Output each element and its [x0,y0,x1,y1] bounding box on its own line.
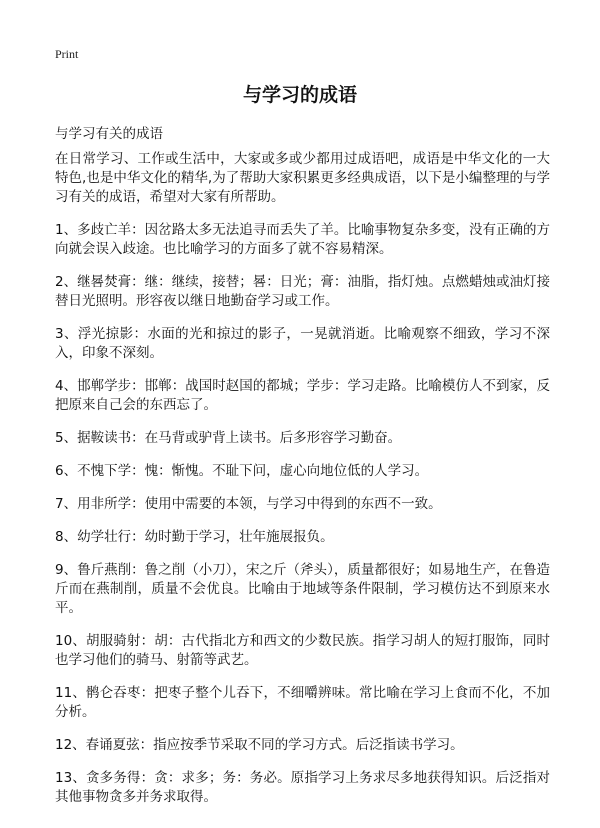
page-title: 与学习的成语 [242,84,357,106]
article-body [55,150,550,821]
idiom-item: 13、贪多务得：贪：求多；务：务必。原指学习上务求尽多地获得知识。后泛指对其他事物贪多并务求取得。 [55,770,550,805]
idiom-item: 2、继晷焚膏：继：继续，接替；晷：日光；膏：油脂，指灯烛。点燃蜡烛或油灯接替日光照明。形容夜以继日地勤奋学习或工作。 [55,274,550,309]
print-link[interactable]: Print [55,47,79,61]
idiom-item: 8、幼学壮行：幼时勤于学习，壮年施展报负。 [55,529,334,545]
idiom-item: 6、不愧下学：愧：惭愧。不耻下问，虚心向地位低的人学习。 [55,463,429,479]
idiom-item: 7、用非所学：使用中需要的本领，与学习中得到的东西不一致。 [55,496,442,512]
idiom-item: 12、春诵夏弦：指应按季节采取不同的学习方式。后泛指读书学习。 [55,737,464,753]
idiom-item: 11、鹘仑吞枣：把枣子整个儿吞下，不细嚼辨味。常比喻在学习上食而不化，不加分析。 [55,685,550,720]
idiom-item: 9、鲁斤燕削：鲁之削（小刀），宋之斤（斧头），质量都很好；如易地生产，在鲁造斤而在燕制削，质量不会优良。比喻由于地域等条件限制，学习模仿达不到原来水平。 [55,562,550,616]
subtitle: 与学习有关的成语 [55,126,163,142]
idiom-item: 5、据鞍读书：在马背或驴背上读书。后多形容学习勤奋。 [55,430,402,446]
idiom-item: 10、胡服骑射：胡：古代指北方和西文的少数民族。指学习胡人的短打服饰，同时也学习他们的骑马、射箭等武艺。 [55,633,550,668]
intro-paragraph: 在日常学习、工作或生活中，大家或多或少都用过成语吧，成语是中华文化的一大特色,也是中华文化的精华,为了帮助大家积累更多经典成语，以下是小编整理的与学习有关的成语，希望对大家有所帮助。 [55,151,550,205]
idiom-item: 3、浮光掠影：水面的光和掠过的影子，一晃就消逝。比喻观察不细致，学习不深入，印象不深刻。 [55,326,550,361]
idiom-item: 4、邯郸学步：邯郸：战国时赵国的都城；学步：学习走路。比喻模仿人不到家，反把原来自己会的东西忘了。 [55,378,550,413]
idiom-item: 1、多歧亡羊：因岔路太多无法追寻而丢失了羊。比喻事物复杂多变，没有正确的方向就会误入歧途。也比喻学习的方面多了就不容易精深。 [55,222,550,257]
